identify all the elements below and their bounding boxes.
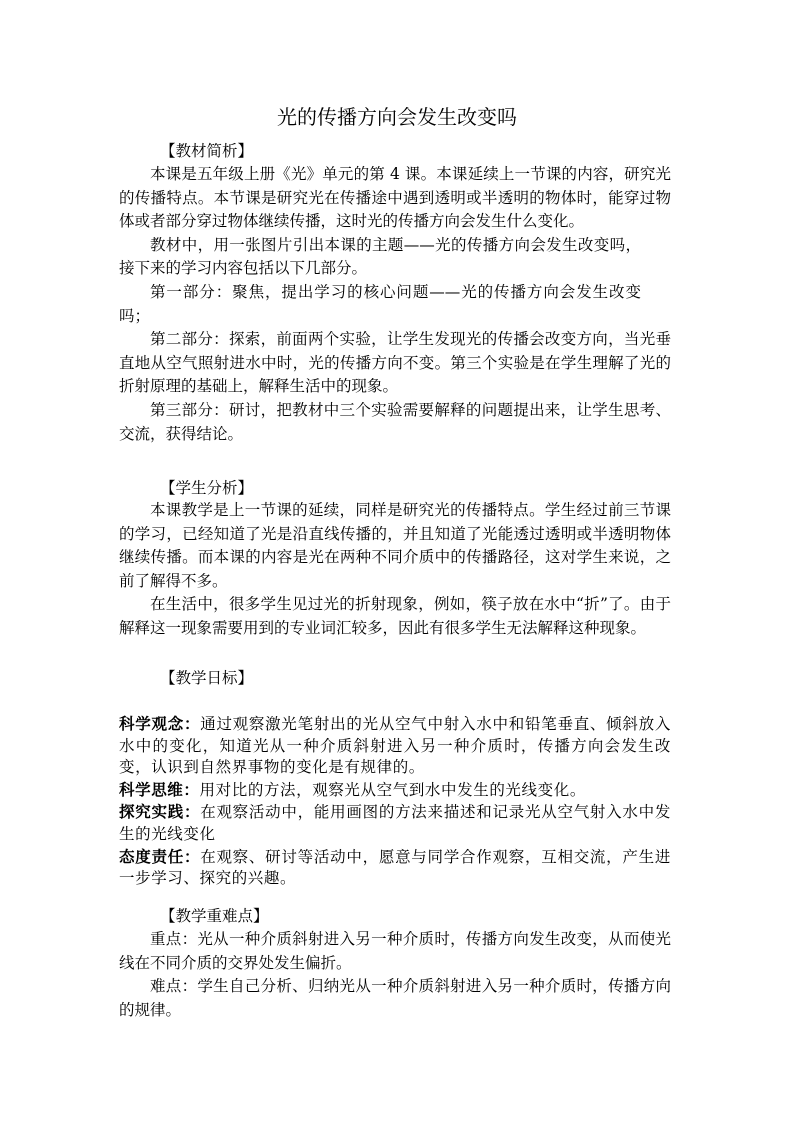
goal-item: [119, 801, 671, 845]
goal-text: 用对比的方法，观察光从空气到水中发生的光线变化。: [199, 780, 586, 799]
paragraph: 本课教学是上一节课的延续，同样是研究光的传播特点。学生经过前三节课的学习，已经知道了光是沿直线传播的，并且知道了光能透过透明或半透明物体继续传播。而本课的内容是光在两种不同介质中的传播路径，这对学生来说，之前了解得不多。: [119, 501, 671, 590]
student-analysis: [119, 499, 671, 641]
goal-item: [119, 779, 671, 802]
paragraph: 重点：光从一种介质斜射进入另一种介质时，传播方向发生改变，从而使光线在不同介质的交界处发生偏折。: [119, 930, 671, 972]
paragraph: 第三部分：研讨，把教材中三个实验需要解释的问题提出来，让学生思考、交流，获得结论。: [119, 400, 671, 443]
paragraph: 难点：学生自己分析、归纳光从一种介质斜射进入另一种介质时，传播方向的规律。: [119, 977, 671, 1019]
goal-item: [119, 713, 671, 779]
goal-text: 在观察活动中，能用画图的方法来描述和记录光从空气射入水中发生的光线变化: [119, 803, 671, 843]
goal-text: 在观察、研讨等活动中，愿意与同学合作观察，互相交流，产生进一步学习、探究的兴趣。: [119, 847, 671, 888]
goal-label: 探究实践：: [119, 802, 201, 822]
section-heading-students: 【学生分析】: [160, 479, 254, 497]
goal-label: 态度责任：: [119, 846, 201, 866]
paragraph: 第一部分：聚焦，提出学习的核心问题——光的传播方向会发生改变吗；: [119, 282, 641, 325]
paragraph: 本课是五年级上册《光》单元的第 4 课。本课延续上一节课的内容，研究光的传播特点。本节课是研究光在传播途中遇到透明或半透明的物体时，能穿过物体或者部分穿过物体继续传播，这时光的传播方向会发生什么变化。: [119, 165, 671, 231]
key-difficult-points: [119, 928, 671, 1022]
section-heading-textbook: 【教材简析】: [160, 142, 254, 160]
paragraph: 第二部分：探索，前面两个实验，让学生发现光的传播会改变方向，当光垂直地从空气照射进水中时，光的传播方向不变。第三个实验是在学生理解了光的折射原理的基础上，解释生活中的现象。: [119, 330, 671, 396]
textbook-analysis: [119, 163, 671, 446]
goal-item: [119, 846, 671, 890]
paragraph: 教材中，用一张图片引出本课的主题——光的传播方向会发生改变吗，接下来的学习内容包括以下几部分。: [119, 235, 641, 278]
section-heading-key-points: 【教学重难点】: [160, 907, 269, 925]
goal-text: 通过观察激光笔射出的光从空气中射入水中和铅笔垂直、倾斜放入水中的变化，知道光从一种介质斜射进入另一种介质时，传播方向会发生改变，认识到自然界事物的变化是有规律的。: [119, 715, 671, 777]
paragraph: 在生活中，很多学生见过光的折射现象，例如，筷子放在水中“折”了。由于解释这一现象需要用到的专业词汇较多，因此有很多学生无法解释这种现象。: [119, 595, 671, 637]
goal-label: 科学思维：: [119, 779, 200, 799]
goal-label: 科学观念：: [119, 714, 201, 733]
page-title: 光的传播方向会发生改变吗: [277, 105, 517, 129]
section-heading-goals: 【教学日标】: [160, 669, 254, 687]
teaching-goals: [119, 713, 671, 890]
